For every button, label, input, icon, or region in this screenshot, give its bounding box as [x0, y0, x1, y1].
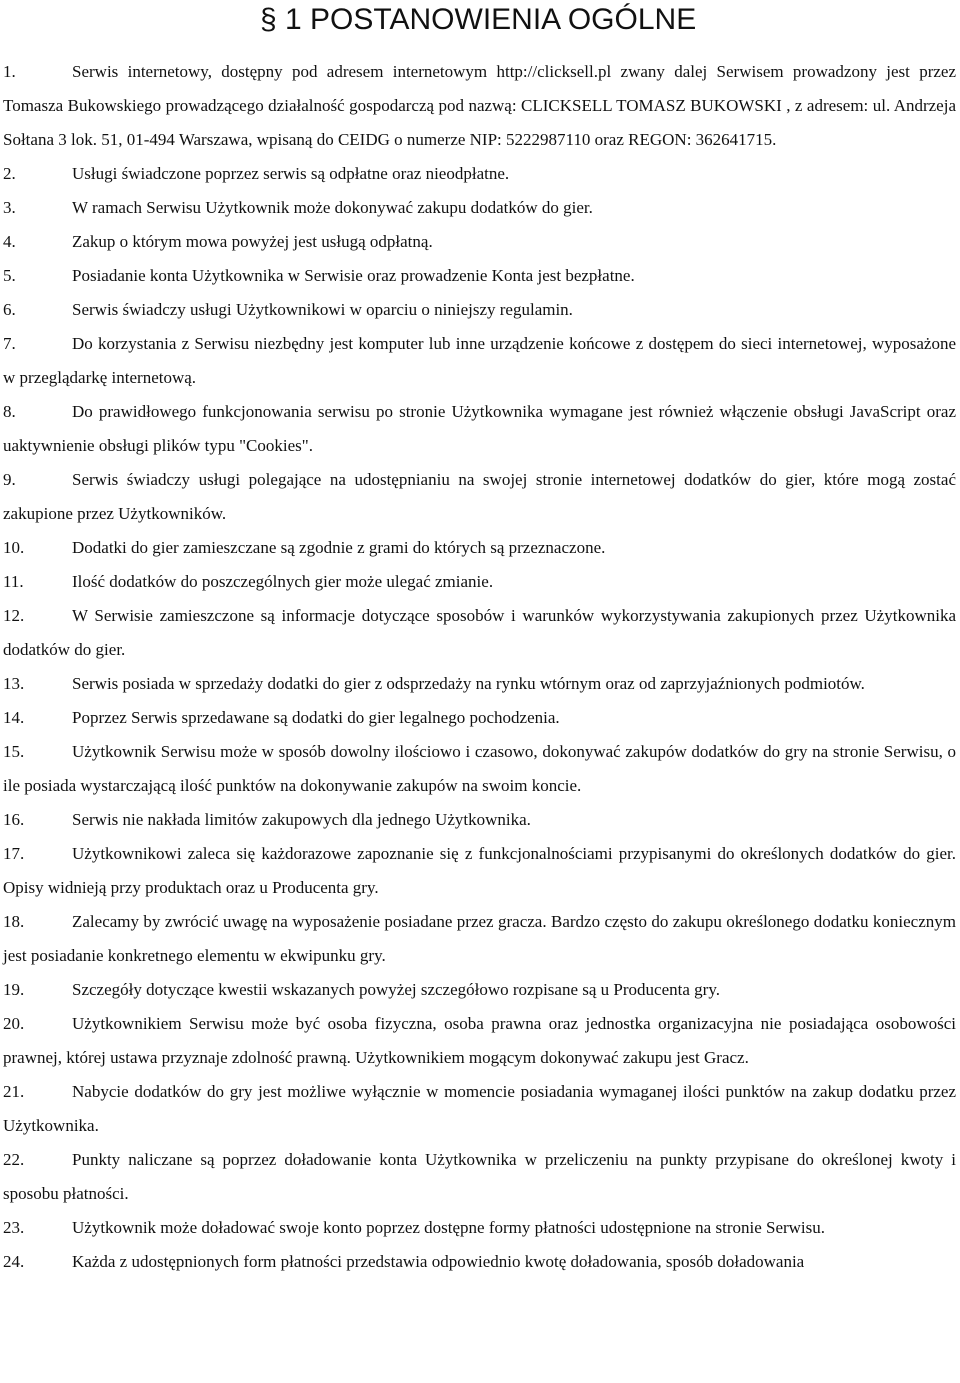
clause-number: 7. — [3, 334, 16, 353]
section-heading: § 1 POSTANOWIENIA OGÓLNE — [260, 3, 697, 36]
clause-item — [3, 565, 956, 599]
clause-item — [3, 225, 956, 259]
clause-item — [3, 837, 956, 905]
clause-item — [3, 293, 956, 327]
clause-number: 23. — [3, 1218, 25, 1237]
clause-text: Użytkownik może doładować swoje konto poprzez dostępne formy płatności udostępnione na stronie Serwisu. — [72, 1218, 826, 1237]
clause-number: 18. — [3, 912, 25, 931]
clause-number: 20. — [3, 1014, 25, 1033]
clause-item — [3, 259, 956, 293]
clause-number: 5. — [3, 266, 16, 285]
clause-item — [3, 1143, 956, 1211]
clause-text: Szczegóły dotyczące kwestii wskazanych powyżej szczegółowo rozpisane są u Producenta gry. — [72, 980, 720, 999]
clause-item — [3, 191, 956, 225]
clause-number: 12. — [3, 606, 25, 625]
clause-item — [3, 1007, 956, 1075]
clause-number: 13. — [3, 674, 25, 693]
clause-item — [3, 463, 956, 531]
clause-item — [3, 157, 956, 191]
clause-number: 19. — [3, 980, 25, 999]
clause-item — [3, 973, 956, 1007]
clause-text: Ilość dodatków do poszczególnych gier może ulegać zmianie. — [72, 572, 494, 591]
clause-item — [3, 1211, 956, 1245]
clause-text: Zalecamy by zwrócić uwagę na wyposażenie posiadane przez gracza. Bardzo często do zakupu określonego dodatku koniecznym jest posiadanie konkretnego elementu w ekwipunku gry. — [3, 912, 956, 965]
clause-text: Serwis nie nakłada limitów zakupowych dla jednego Użytkownika. — [72, 810, 531, 829]
clause-text: Do korzystania z Serwisu niezbędny jest komputer lub inne urządzenie końcowe z dostępem do sieci internetowej, wyposażone w przeglądarkę internetową. — [3, 334, 956, 387]
clause-item — [3, 803, 956, 837]
clause-text: Dodatki do gier zamieszczane są zgodnie z grami do których są przeznaczone. — [72, 538, 606, 557]
clause-text: Serwis świadczy usługi polegające na udostępnianiu na swojej stronie internetowej dodatków do gier, które mogą zostać zakupione przez Użytkowników. — [3, 470, 956, 523]
clause-text: Użytkownikiem Serwisu może być osoba fizyczna, osoba prawna oraz jednostka organizacyjna nie posiadająca osobowości prawnej, której ustawa przyznaje zdolność prawną. Użytkownikiem mogącym dokonywać zakupu jest Gracz. — [3, 1014, 956, 1067]
clause-item — [3, 327, 956, 395]
clause-item — [3, 905, 956, 973]
clause-number: 24. — [3, 1252, 25, 1271]
clause-item — [3, 55, 956, 157]
clause-text: Nabycie dodatków do gry jest możliwe wyłącznie w momencie posiadania wymaganej ilości punktów na zakup dodatku przez Użytkownika. — [3, 1082, 956, 1135]
clause-text: Serwis posiada w sprzedaży dodatki do gier z odsprzedaży na rynku wtórnym oraz od zaprzyjaźnionych podmiotów. — [72, 674, 865, 693]
clause-text: Usługi świadczone poprzez serwis są odpłatne oraz nieodpłatne. — [72, 164, 510, 183]
clause-number: 6. — [3, 300, 16, 319]
clause-text: Punkty naliczane są poprzez doładowanie konta Użytkownika w przeliczeniu na punkty przypisane do określonej kwoty i sposobu płatności. — [3, 1150, 956, 1203]
clause-text: Serwis świadczy usługi Użytkownikowi w oparciu o niniejszy regulamin. — [72, 300, 573, 319]
clause-item — [3, 1075, 956, 1143]
clause-number: 22. — [3, 1150, 25, 1169]
clause-number: 3. — [3, 198, 16, 217]
clause-number: 4. — [3, 232, 16, 251]
clause-text: Użytkownik Serwisu może w sposób dowolny ilościowo i czasowo, dokonywać zakupów dodatków do gry na stronie Serwisu, o ile posiada wystarczającą ilość punktów na dokonywanie zakupów na swoim koncie. — [3, 742, 956, 795]
clause-text: Użytkownikowi zaleca się każdorazowe zapoznanie się z funkcjonalnościami przypisanymi do określonych dodatków do gier. Opisy widnieją przy produktach oraz u Producenta gry. — [3, 844, 956, 897]
clause-item — [3, 599, 956, 667]
clause-item — [3, 531, 956, 565]
clause-number: 14. — [3, 708, 25, 727]
clause-text: Posiadanie konta Użytkownika w Serwisie oraz prowadzenie Konta jest bezpłatne. — [72, 266, 635, 285]
clause-text: Do prawidłowego funkcjonowania serwisu po stronie Użytkownika wymagane jest również włączenie obsługi JavaScript oraz uaktywnienie obsługi plików typu "Cookies". — [3, 402, 956, 455]
clause-number: 11. — [3, 572, 24, 591]
clause-text: Zakup o którym mowa powyżej jest usługą odpłatną. — [72, 232, 433, 251]
clause-item — [3, 735, 956, 803]
clause-number: 17. — [3, 844, 25, 863]
clause-number: 15. — [3, 742, 25, 761]
clause-number: 16. — [3, 810, 25, 829]
clause-number: 21. — [3, 1082, 25, 1101]
clause-list — [3, 55, 956, 1279]
clause-text: Poprzez Serwis sprzedawane są dodatki do gier legalnego pochodzenia. — [72, 708, 560, 727]
clause-number: 8. — [3, 402, 16, 421]
clause-number: 2. — [3, 164, 16, 183]
clause-item — [3, 395, 956, 463]
clause-item — [3, 1245, 956, 1279]
clause-text: Każda z udostępnionych form płatności przedstawia odpowiednio kwotę doładowania, sposób doładowania — [72, 1252, 805, 1271]
clause-item — [3, 667, 956, 701]
clause-text: W ramach Serwisu Użytkownik może dokonywać zakupu dodatków do gier. — [72, 198, 593, 217]
clause-item — [3, 701, 956, 735]
clause-text: Serwis internetowy, dostępny pod adresem internetowym http://clicksell.pl zwany dalej Serwisem prowadzony jest przez Tomasza Bukowskiego prowadzącego działalność gospodarczą pod nazwą: CLICKSELL TOMASZ BUKOWSKI , z adresem: ul. Andrzeja Sołtana 3 lok. 51, 01-494 Warszawa, wpisaną do CEIDG o numerze NIP: 5222987110 oraz REGON: 362641715. — [3, 62, 956, 149]
clause-number: 10. — [3, 538, 25, 557]
clause-number: 1. — [3, 62, 16, 81]
clause-number: 9. — [3, 470, 16, 489]
clause-text: W Serwisie zamieszczone są informacje dotyczące sposobów i warunków wykorzystywania zakupionych przez Użytkownika dodatków do gier. — [3, 606, 956, 659]
